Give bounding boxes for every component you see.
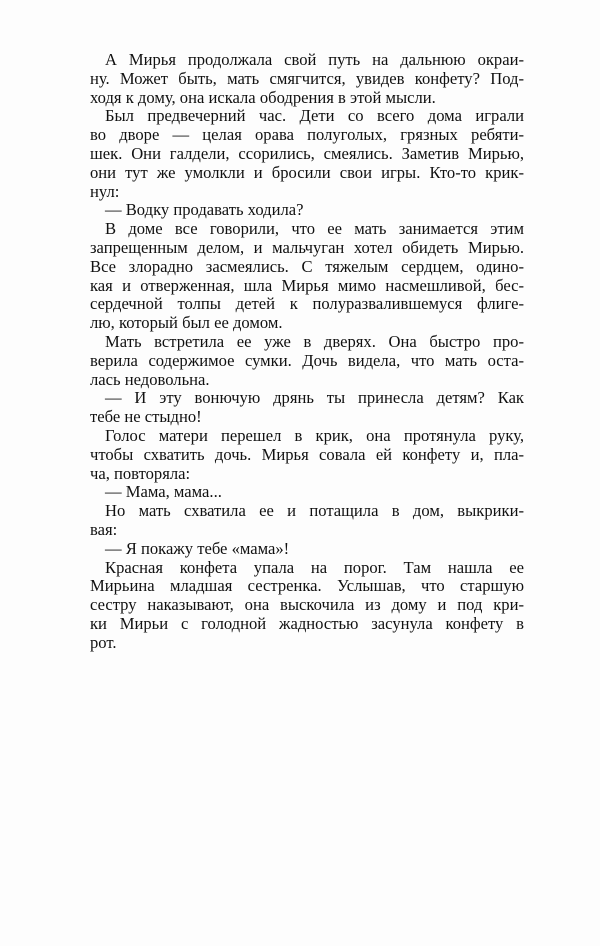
text-line: сестру наказывают, она выскочила из дому и под кри- <box>90 595 524 615</box>
text-line: — Я покажу тебе «мама»! <box>105 538 290 558</box>
text-line: лю, который был ее домом. <box>90 313 283 333</box>
text-line: Мирьина младшая сестренка. Услышав, что старшую <box>90 576 524 596</box>
text-line: кая и отверженная, шла Мирья мимо насмешливой, бес- <box>90 275 524 295</box>
text-line: лась недовольна. <box>90 369 210 389</box>
text-line: верила содержимое сумки. Дочь видела, что мать оста- <box>90 350 524 370</box>
paragraph <box>90 220 524 333</box>
text-line: вая: <box>90 519 118 539</box>
text-line: А Мирья продолжала свой путь на дальнюю окраи- <box>105 50 524 69</box>
text-line: чтобы схватить дочь. Мирья совала ей конфету и, пла- <box>90 444 524 464</box>
text-line: — Водку продавать ходила? <box>105 200 304 220</box>
body-text <box>90 51 524 653</box>
text-line: Красная конфета упала на порог. Там нашла ее <box>105 557 524 577</box>
text-line: рот. <box>90 632 117 652</box>
paragraph <box>90 201 524 220</box>
text-line: Был предвечерний час. Дети со всего дома играли <box>105 106 524 126</box>
text-line: ча, повторяла: <box>90 463 191 483</box>
text-line: Мать встретила ее уже в дверях. Она быстро про- <box>105 331 524 351</box>
text-line: тебе не стыдно! <box>90 407 202 427</box>
text-line: Все злорадно засмеялись. С тяжелым сердцем, одино- <box>90 256 524 276</box>
text-line: Но мать схватила ее и потащила в дом, выкрики- <box>105 501 524 521</box>
text-line: ходя к дому, она искала ободрения в этой мысли. <box>90 87 436 107</box>
paragraph <box>90 333 524 389</box>
text-line: они тут же умолкли и бросили свои игры. Кто-то крик- <box>90 162 524 182</box>
paragraph <box>90 540 524 559</box>
text-line: ну. Может быть, мать смягчится, увидев конфету? Под- <box>90 68 524 88</box>
text-line: Голос матери перешел в крик, она протянула руку, <box>105 425 524 445</box>
text-line: — И эту вонючую дрянь ты принесла детям? Как <box>105 388 524 408</box>
paragraph <box>90 427 524 483</box>
text-line: нул: <box>90 181 120 201</box>
text-line: ки Мирьи с голодной жадностью засунула конфету в <box>90 613 524 633</box>
paragraph <box>90 559 524 653</box>
paragraph <box>90 51 524 107</box>
paragraph <box>90 502 524 540</box>
text-line: во дворе — целая орава полуголых, грязных ребяти- <box>90 125 524 145</box>
text-line: запрещенным делом, и мальчуган хотел обидеть Мирью. <box>90 237 524 257</box>
text-line: В доме все говорили, что ее мать занимается этим <box>105 219 524 239</box>
paragraph <box>90 389 524 427</box>
paragraph <box>90 483 524 502</box>
text-line: — Мама, мама... <box>105 482 222 502</box>
paragraph <box>90 107 524 201</box>
text-line: шек. Они галдели, ссорились, смеялись. Заметив Мирью, <box>90 143 524 163</box>
text-line: сердечной толпы детей к полуразвалившемуся флиге- <box>90 294 524 314</box>
